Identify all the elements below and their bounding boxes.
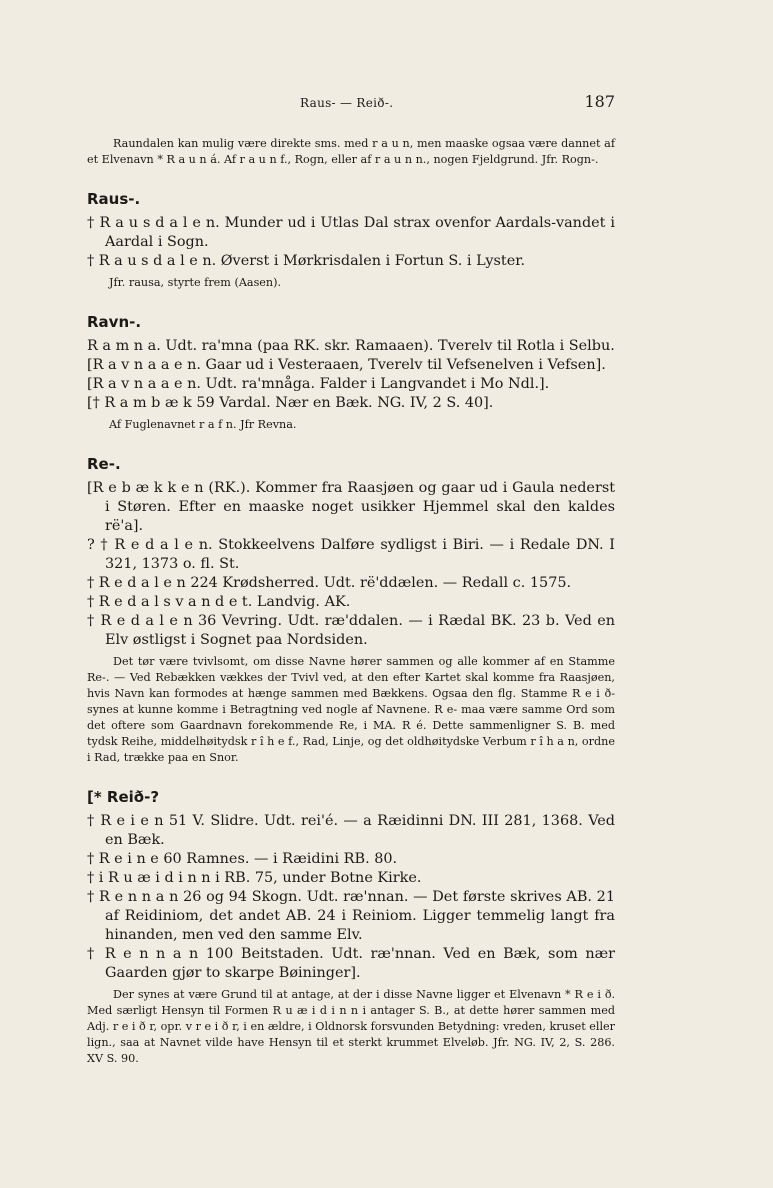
entry: † R e n n a n 100 Beitstaden. Udt. ræ'nnan. Ved en Bæk, som nær Gaarden gjør to skarpe Bøininger].	[87, 946, 615, 981]
running-head: Raus- — Reið-.	[300, 96, 394, 110]
cross-reference: Af Fuglenavnet r a f n. Jfr Revna.	[109, 418, 297, 431]
section-reid	[87, 788, 615, 1067]
section-heading: Raus-.	[87, 190, 141, 208]
section-heading: Re-.	[87, 455, 121, 473]
entry: † R a u s d a l e n. Munder ud i Utlas Dal strax ovenfor Aardals-vandet i Aardal i Sogn.	[87, 215, 615, 250]
entry: † R e i e n 51 V. Slidre. Udt. rei'é. — a Ræidinni DN. III 281, 1368. Ved en Bæk.	[87, 813, 615, 848]
entry: † R e d a l s v a n d e t. Landvig. AK.	[87, 594, 351, 610]
page-header	[0, 92, 773, 116]
entry: † R e n n a n 26 og 94 Skogn. Udt. ræ'nnan. — Det første skrives AB. 21 af Reidiniom, det andet AB. 24 i Reiniom. Ligger temmelig langt fra hinanden, men ved den samme Elv.	[87, 889, 615, 943]
entry: [R a v n a a e n. Udt. ra'mnåga. Falder i Langvandet i Mo Ndl.].	[87, 376, 550, 392]
entry: [R e b æ k k e n (RK.). Kommer fra Raasjøen og gaar ud i Gaula nederst i Støren. Efter en maaske noget usikker Hjemmel skal den kaldes rë'a].	[87, 480, 615, 534]
section-ravn	[87, 313, 615, 433]
entry: † i R u æ i d i n n i RB. 75, under Botne Kirke.	[87, 870, 422, 886]
section-re	[87, 455, 615, 766]
section-heading: Ravn-.	[87, 313, 142, 331]
commentary-note: Der synes at være Grund til at antage, at der i disse Navne ligger et Elvenavn * R e i ð. Med særligt Hensyn til Formen R u æ i d i n n i antager S. B., at dette hører sammen med Adj. r e i ð r, opr. v r e i ð r, i en ældre, i Oldnorsk forsvunden Betydning: vreden, kruset eller lign., saa at Navnet vilde have Hensyn til et sterkt krummet Elveløb. Jfr. NG. IV, 2, S. 286. XV S. 90.	[87, 988, 615, 1065]
cross-reference: Jfr. rausa, styrte frem (Aasen).	[109, 276, 282, 289]
entry: ? † R e d a l e n. Stokkeelvens Dalføre sydligst i Biri. — i Redale DN. I 321, 1373 o. fl. St.	[87, 537, 615, 572]
page-content	[87, 136, 615, 1067]
entry: R a m n a. Udt. ra'mna (paa RK. skr. Ramaaen). Tverelv til Rotla i Selbu.	[87, 338, 615, 354]
intro-paragraph: Raundalen kan mulig være direkte sms. med r a u n, men maaske ogsaa være dannet af et Elvenavn * R a u n á. Af r a u n f., Rogn, eller af r a u n n., nogen Fjeldgrund. Jfr. Rogn-.	[87, 137, 615, 166]
entry: † R e i n e 60 Ramnes. — i Ræidini RB. 80.	[87, 851, 398, 867]
entry: † R e d a l e n 36 Vevring. Udt. ræ'ddalen. — i Rædal BK. 23 b. Ved en Elv østligst i Sognet paa Nordsiden.	[87, 613, 615, 648]
commentary-note: Det tør være tvivlsomt, om disse Navne hører sammen og alle kommer af en Stamme Re-. — Ved Rebækken vækkes der Tvivl ved, at den efter Kartet skal komme fra Raasjøen, hvis Navn kan formodes at hænge sammen med Bækkens. Ogsaa den flg. Stamme R e i ð- synes at kunne komme i Betragtning ved nogle af Navnene. R e- maa være samme Ord som det oftere som Gaardnavn forekommende Re, i MA. R é. Dette sammenligner S. B. med tydsk Reihe, middelhøitydsk r î h e f., Rad, Linje, og det oldhøitydske Verbum r î h a n, ordne i Rad, trække paa en Snor.	[87, 655, 615, 764]
entry: [† R a m b æ k 59 Vardal. Nær en Bæk. NG. IV, 2 S. 40].	[87, 395, 494, 411]
section-heading: [* Reið-?	[87, 788, 160, 806]
page-number: 187	[584, 92, 615, 111]
entry: † R a u s d a l e n. Øverst i Mørkrisdalen i Fortun S. i Lyster.	[87, 253, 526, 269]
section-raus	[87, 190, 615, 291]
entry: [R a v n a a e n. Gaar ud i Vesteraaen, Tverelv til Vefsenelven i Vefsen].	[87, 357, 606, 373]
entry: † R e d a l e n 224 Krødsherred. Udt. rë'ddælen. — Redall c. 1575.	[87, 575, 572, 591]
